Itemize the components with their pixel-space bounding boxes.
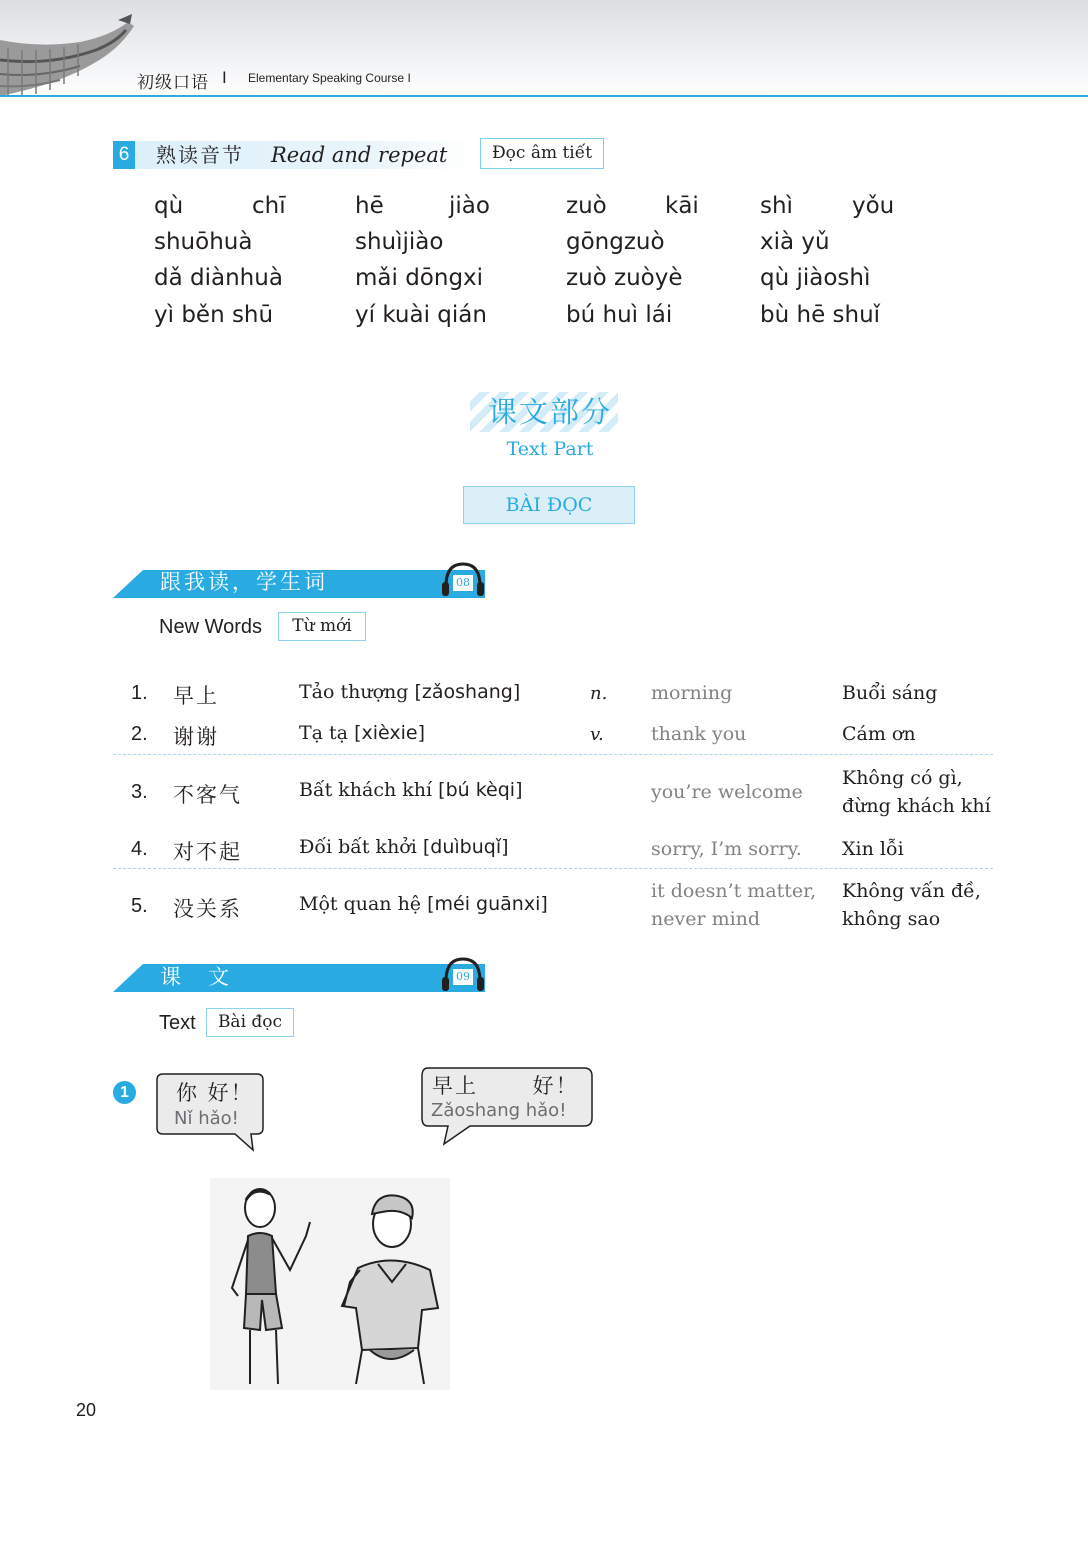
section-title-cn: 熟读音节 [156, 143, 244, 167]
word-meaning-line: đừng khách khí [842, 795, 991, 817]
text-part-title-en: Text Part [506, 438, 594, 460]
page-number: 20 [76, 1400, 97, 1420]
word-english-line: never mind [651, 908, 761, 930]
word-english: sorry, I’m sorry. [651, 838, 802, 860]
header-separator: I [222, 68, 227, 87]
word-english [651, 877, 816, 933]
syllable: bù hē shuǐ [760, 302, 881, 328]
syllable: qù jiàoshì [760, 265, 871, 291]
word-english-line: it doesn’t matter, [651, 880, 817, 902]
word-number: 3. [131, 781, 148, 803]
syllable: qù [154, 193, 184, 219]
word-reading [299, 681, 520, 703]
section-title-en: Read and repeat [271, 143, 448, 167]
text-label-vn: Bài đọc [206, 1008, 294, 1037]
syllable: yì běn shū [154, 302, 274, 328]
syllable: zuò [566, 193, 607, 219]
row-divider [113, 868, 993, 869]
word-meaning: Xin lỗi [842, 838, 904, 860]
new-words-banner-title: 跟我读，学生词 [160, 570, 328, 594]
word-pinyin: [bú kèqi] [438, 779, 523, 801]
header-volume: I [407, 71, 411, 85]
syllable: chī [252, 193, 286, 219]
syllable: mǎi dōngxi [355, 265, 484, 291]
audio-track-number: 09 [452, 968, 474, 986]
text-banner-title: 课 文 [160, 965, 232, 989]
syllable: dǎ diànhuà [154, 265, 283, 291]
word-reading [299, 722, 425, 744]
syllable: hē [355, 193, 384, 219]
section-title-vn: Đọc âm tiết [480, 138, 604, 169]
word-pos: n. [590, 683, 608, 704]
word-english: thank you [651, 723, 747, 745]
word-hanzi: 没关系 [173, 897, 242, 921]
syllable: shì [760, 193, 793, 219]
syllable: jiào [449, 193, 490, 219]
syllable: yí kuài qián [355, 302, 487, 328]
word-reading [299, 836, 509, 858]
bubble1-pinyin: Nǐ hǎo! [174, 1108, 239, 1129]
word-vn-reading: Đối bất khởi [299, 836, 417, 858]
syllable: shuōhuà [154, 229, 253, 255]
syllable: zuò zuòyè [566, 265, 683, 291]
word-pinyin: [xièxie] [354, 722, 425, 744]
word-meaning [842, 764, 991, 820]
word-number: 4. [131, 838, 148, 860]
word-hanzi: 对不起 [173, 840, 242, 864]
word-vn-reading: Bất khách khí [299, 779, 433, 801]
syllable: bú huì lái [566, 302, 673, 328]
word-pinyin: [duìbuqǐ] [422, 836, 509, 858]
syllable: kāi [665, 193, 699, 219]
word-english: you’re welcome [651, 781, 803, 803]
word-vn-reading: Tảo thượng [299, 681, 409, 703]
word-meaning: Cám ơn [842, 723, 916, 745]
roof-eave-illustration [0, 0, 140, 96]
word-meaning-line: không sao [842, 908, 941, 930]
word-meaning-line: Không có gì, [842, 767, 963, 789]
word-number: 2. [131, 723, 148, 745]
word-reading [299, 893, 548, 915]
bubble2-pinyin: Zǎoshang hǎo! [431, 1100, 567, 1121]
word-number: 1. [131, 682, 148, 704]
word-meaning-line: Không vấn đề, [842, 880, 981, 902]
header-title-cn: 初级口语 [137, 73, 209, 93]
new-words-label-en: New Words [159, 616, 262, 638]
word-pinyin: [méi guānxi] [427, 893, 548, 915]
text-part-title-vn: BÀI ĐỌC [463, 486, 635, 524]
word-number: 5. [131, 895, 148, 917]
word-hanzi: 不客气 [173, 783, 242, 807]
syllable: gōngzuò [566, 229, 665, 255]
word-meaning: Buổi sáng [842, 682, 938, 704]
word-meaning [842, 877, 981, 933]
text-part-title-cn: 课文部分 [487, 395, 612, 429]
two-people-illustration [210, 1178, 450, 1390]
word-reading [299, 779, 522, 801]
dialogue-number: 1 [113, 1081, 136, 1104]
syllable: xià yǔ [760, 229, 830, 255]
word-english: morning [651, 682, 733, 704]
new-words-label-vn: Từ mới [278, 612, 366, 641]
word-hanzi: 早上 [173, 684, 219, 708]
word-pinyin: [zǎoshang] [414, 681, 521, 703]
section-number: 6 [113, 141, 135, 169]
header-title-en-text: Elementary Speaking Course [248, 71, 405, 85]
word-vn-reading: Tạ tạ [299, 722, 349, 744]
bubble1-chinese: 你 好！ [176, 1081, 254, 1105]
word-pos: v. [590, 724, 604, 745]
audio-track-number: 08 [452, 574, 474, 592]
header-title-en [248, 71, 411, 85]
word-vn-reading: Một quan hệ [299, 893, 422, 915]
syllable: shuìjiào [355, 229, 444, 255]
word-hanzi: 谢谢 [173, 725, 219, 749]
syllable: yǒu [852, 193, 895, 219]
header-rule [0, 95, 1088, 97]
row-divider [113, 754, 993, 755]
bubble2-chinese: 早上 好！ [432, 1074, 579, 1098]
text-label-en: Text [159, 1012, 196, 1034]
